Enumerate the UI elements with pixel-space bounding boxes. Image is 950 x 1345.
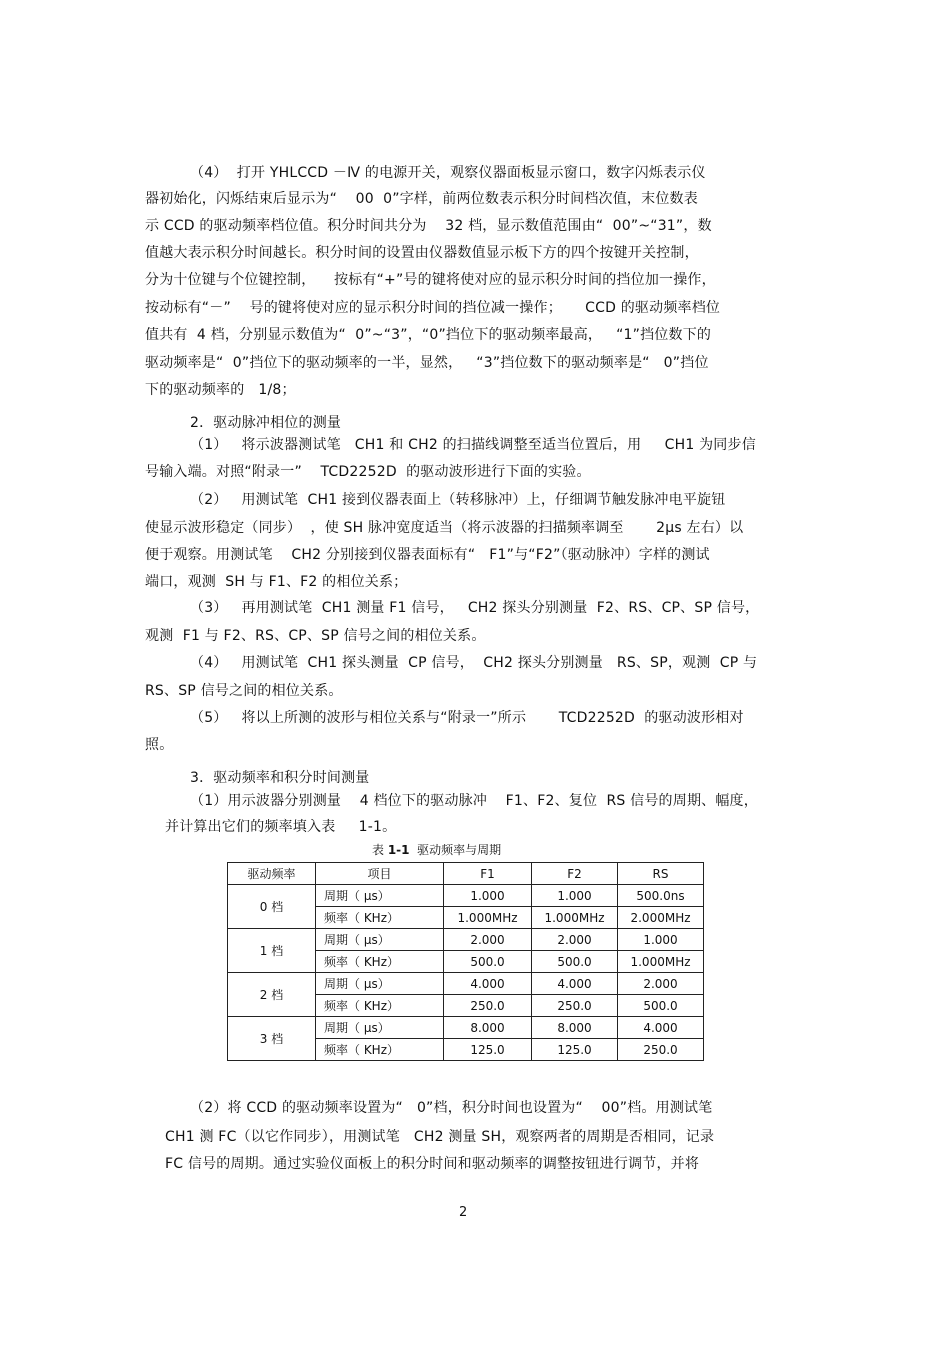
text-line: 下的驱动频率的 1/8； bbox=[145, 382, 296, 398]
level-cell: 1 档 bbox=[228, 929, 316, 973]
table-cell: 250.0 bbox=[618, 1039, 704, 1061]
item-cell: 周期（ µs） bbox=[316, 973, 444, 995]
table-cell: 8.000 bbox=[444, 1017, 532, 1039]
text-line: 按动标有“－” 号的键将使对应的显示积分时间的挡位减一操作； CCD 的驱动频率档位 bbox=[145, 300, 721, 316]
table-cell: 8.000 bbox=[532, 1017, 618, 1039]
item-cell: 频率（ KHz） bbox=[316, 907, 444, 929]
text-line: FC 信号的周期。通过实验仪面板上的积分时间和驱动频率的调整按钮进行调节，并将 bbox=[165, 1156, 700, 1172]
text-line: 照。 bbox=[145, 737, 174, 753]
table-cell: 4.000 bbox=[532, 973, 618, 995]
table-cell: 500.0 bbox=[532, 951, 618, 973]
table-header-row bbox=[228, 863, 704, 885]
text-line: （5） 将以上所测的波形与相位关系与“附录一”所示 TCD2252D 的驱动波形相对 bbox=[190, 710, 744, 726]
text-line: 分为十位键与个位键控制， 按标有“+”号的键将使对应的显示积分时间的挡位加一操作， bbox=[145, 272, 716, 288]
item-cell: 周期（ µs） bbox=[316, 929, 444, 951]
table-cell: 250.0 bbox=[444, 995, 532, 1017]
text-line: CH1 测 FC（以它作同步），用测试笔 CH2 测量 SH，观察两者的周期是否相同，记录 bbox=[165, 1129, 715, 1145]
text-line: 端口，观测 SH 与 F1、F2 的相位关系； bbox=[145, 574, 408, 590]
text-line: 驱动频率是“ 0”挡位下的驱动频率的一半，显然， “3”挡位数下的驱动频率是“ 0”挡位 bbox=[145, 355, 709, 371]
text-line: 便于观察。用测试笔 CH2 分别接到仪器表面标有“ F1”与“F2”（驱动脉冲）字样的测试 bbox=[145, 547, 710, 563]
table-row bbox=[228, 929, 704, 951]
text-line: 示 CCD 的驱动频率档位值。积分时间共分为 32 档，显示数值范围由“ 00”~“31”，数 bbox=[145, 218, 712, 234]
table-cell: 1.000 bbox=[618, 929, 704, 951]
text-line: 值共有 4 档，分别显示数值为“ 0”~“3”，“0”挡位下的驱动频率最高， “1”挡位数下的 bbox=[145, 327, 712, 343]
item-cell: 周期（ µs） bbox=[316, 885, 444, 907]
table-cell: 2.000MHz bbox=[618, 907, 704, 929]
table-row bbox=[228, 885, 704, 907]
level-cell: 2 档 bbox=[228, 973, 316, 1017]
frequency-table bbox=[227, 862, 704, 1061]
table-cell: 2.000 bbox=[444, 929, 532, 951]
table-cell: 2.000 bbox=[618, 973, 704, 995]
text-line: （2） 用测试笔 CH1 接到仪器表面上（转移脉冲）上，仔细调节触发脉冲电平旋钮 bbox=[190, 492, 726, 508]
text-line: 器初始化，闪烁结束后显示为“ 00 0”字样，前两位数表示积分时间档次值，末位数表 bbox=[145, 191, 698, 207]
text-line: 观测 F1 与 F2、RS、CP、SP 信号之间的相位关系。 bbox=[145, 628, 486, 644]
section-heading: 2．驱动脉冲相位的测量 bbox=[190, 415, 342, 431]
table-row bbox=[228, 1017, 704, 1039]
table-cell: 1.000MHz bbox=[444, 907, 532, 929]
table-cell: 125.0 bbox=[532, 1039, 618, 1061]
table-cell: 500.0 bbox=[444, 951, 532, 973]
item-cell: 频率（ KHz） bbox=[316, 951, 444, 973]
text-line: （2）将 CCD 的驱动频率设置为“ 0”档，积分时间也设置为“ 00”档。用测试笔 bbox=[190, 1100, 713, 1116]
table-row bbox=[228, 973, 704, 995]
text-line: 值越大表示积分时间越长。积分时间的设置由仪器数值显示板下方的四个按键开关控制， bbox=[145, 245, 699, 261]
section-heading: 3．驱动频率和积分时间测量 bbox=[190, 770, 370, 786]
table-cell: 1.000MHz bbox=[532, 907, 618, 929]
table-header: F1 bbox=[444, 863, 532, 885]
text-line: 并计算出它们的频率填入表 1-1。 bbox=[165, 819, 397, 835]
table-cell: 1.000 bbox=[444, 885, 532, 907]
text-line: （4） 用测试笔 CH1 探头测量 CP 信号， CH2 探头分别测量 RS、SP，观测 CP 与 bbox=[190, 655, 758, 671]
level-cell: 0 档 bbox=[228, 885, 316, 929]
text-line: 号输入端。对照“附录一” TCD2252D 的驱动波形进行下面的实验。 bbox=[145, 464, 591, 480]
item-cell: 频率（ KHz） bbox=[316, 1039, 444, 1061]
level-cell: 3 档 bbox=[228, 1017, 316, 1061]
text-line: RS、SP 信号之间的相位关系。 bbox=[145, 683, 343, 699]
table-cell: 4.000 bbox=[618, 1017, 704, 1039]
table-cell: 125.0 bbox=[444, 1039, 532, 1061]
text-line: （1）用示波器分别测量 4 档位下的驱动脉冲 F1、F2、复位 RS 信号的周期、幅度， bbox=[190, 793, 758, 809]
text-line: （1） 将示波器测试笔 CH1 和 CH2 的扫描线调整至适当位置后，用 CH1 为同步信 bbox=[190, 437, 756, 453]
table-cell: 250.0 bbox=[532, 995, 618, 1017]
table-cell: 4.000 bbox=[444, 973, 532, 995]
table-cell: 2.000 bbox=[532, 929, 618, 951]
table-header: 项目 bbox=[316, 863, 444, 885]
table-cell: 500.0ns bbox=[618, 885, 704, 907]
item-cell: 周期（ µs） bbox=[316, 1017, 444, 1039]
text-line: （3） 再用测试笔 CH1 测量 F1 信号， CH2 探头分别测量 F2、RS、CP、SP 信号， bbox=[190, 600, 760, 616]
item-cell: 频率（ KHz） bbox=[316, 995, 444, 1017]
text-line: （4） 打开 YHLCCD －Ⅳ 的电源开关，观察仪器面板显示窗口，数字闪烁表示仪 bbox=[190, 165, 706, 181]
table-cell: 1.000 bbox=[532, 885, 618, 907]
table-cell: 500.0 bbox=[618, 995, 704, 1017]
page-number: 2 bbox=[459, 1205, 468, 1220]
table-header: F2 bbox=[532, 863, 618, 885]
table-caption: 表 1-1 驱动频率与周期 bbox=[372, 843, 502, 857]
text-line: 使显示波形稳定（同步） ，使 SH 脉冲宽度适当（将示波器的扫描频率调至 2µs 左右）以 bbox=[145, 520, 744, 536]
table-header: 驱动频率 bbox=[228, 863, 316, 885]
table-cell: 1.000MHz bbox=[618, 951, 704, 973]
table-header: RS bbox=[618, 863, 704, 885]
